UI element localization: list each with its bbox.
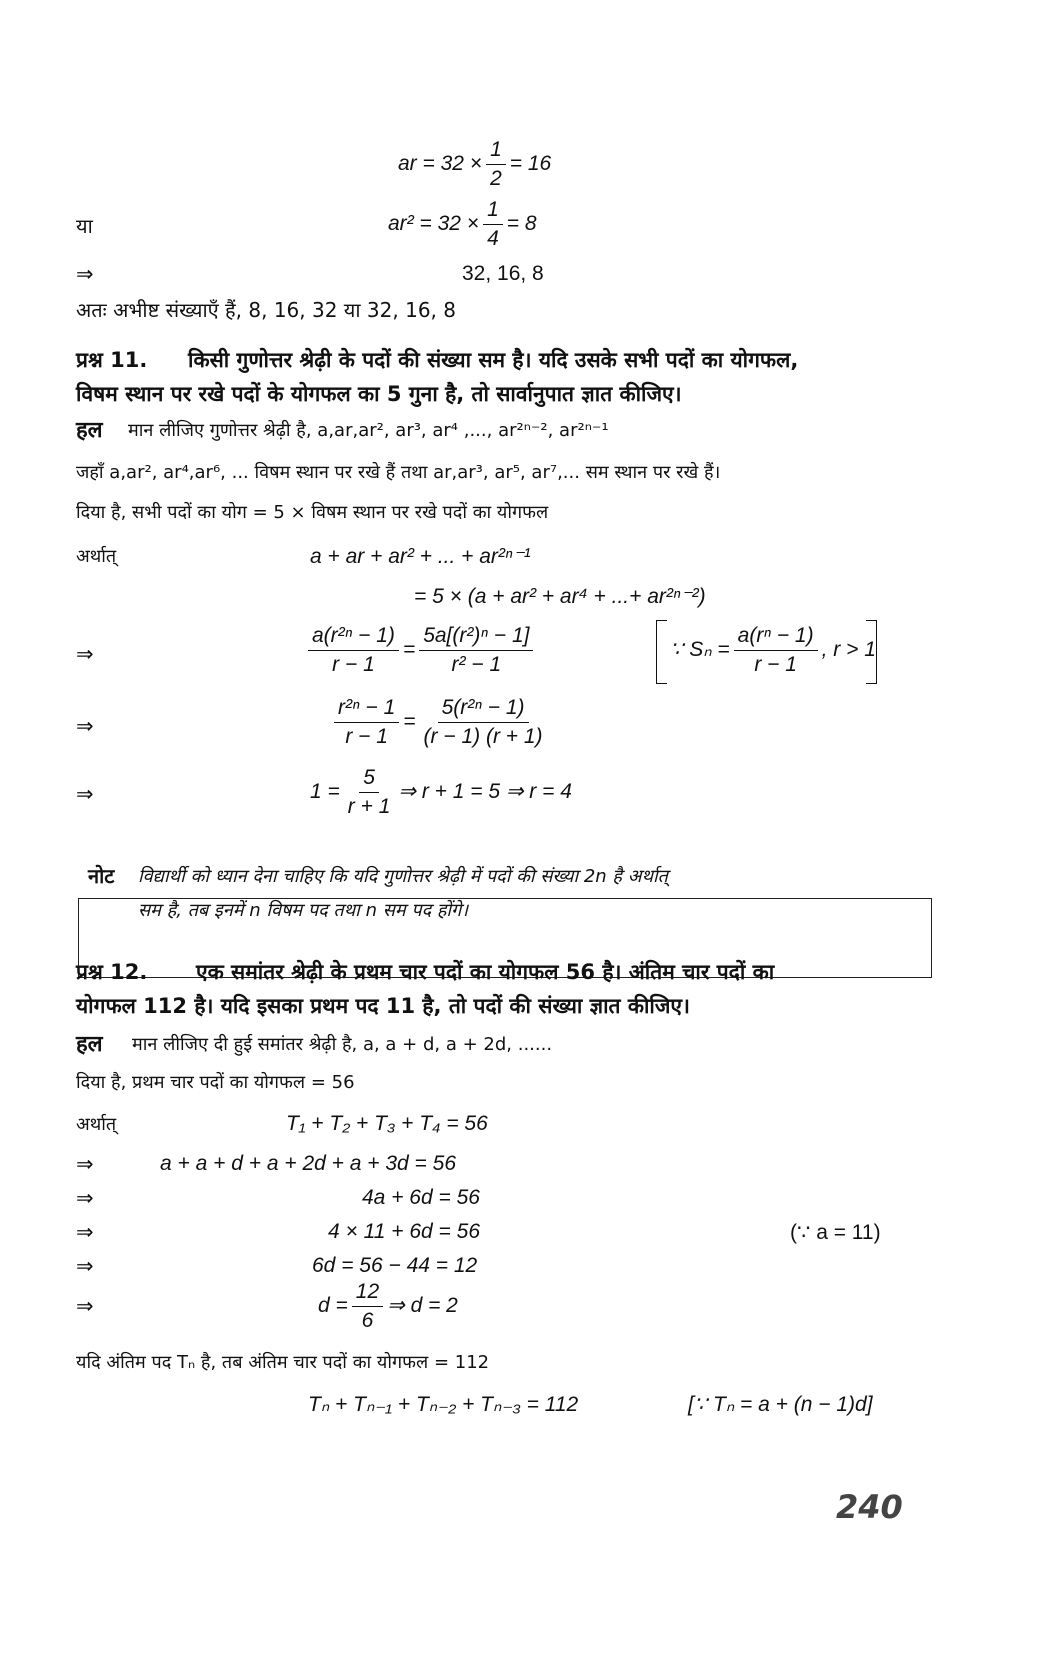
equation-ar — [398, 138, 551, 191]
left-bracket — [656, 620, 667, 684]
implies-arrow: ⇒ — [76, 1255, 94, 1278]
question-11-text-1: किसी गुणोत्तर श्रेढ़ी के पदों की संख्या सम है। यदि उसके सभी पदों का योगफल, — [188, 348, 799, 372]
eq-rhs: ⇒ r + 1 = 5 ⇒ r = 4 — [398, 780, 572, 804]
q12-equation-6 — [318, 1280, 458, 1333]
solution-11-line-2: जहाँ a,ar², ar⁴,ar⁶, ... विषम स्थान पर रखे हैं तथा ar,ar³, ar⁵, ar⁷,... सम स्थान पर रखे हैं। — [76, 462, 721, 483]
sum-formula-note — [670, 624, 876, 677]
fraction — [734, 624, 818, 677]
arthat-label: अर्थात् — [76, 1114, 117, 1135]
question-11-text-2: विषम स्थान पर रखे पदों के योगफल का 5 गुना है, तो सार्वानुपात ज्ञात कीजिए। — [76, 382, 682, 406]
q12-equation-7: Tₙ + Tₙ₋₁ + Tₙ₋₂ + Tₙ₋₃ = 112 — [308, 1393, 579, 1416]
q12-equation-1: T₁ + T₂ + T₃ + T₄ = 56 — [286, 1112, 488, 1135]
eq-lhs: 1 = — [310, 780, 340, 804]
eq-rhs: ⇒ d = 2 — [387, 1294, 458, 1318]
q11-equation-5 — [310, 766, 572, 819]
q12-equation-5: 6d = 56 − 44 = 12 — [312, 1254, 478, 1277]
sequence-result: 32, 16, 8 — [462, 262, 544, 285]
implies-arrow: ⇒ — [76, 643, 94, 666]
frac-den: 2 — [490, 167, 502, 191]
q12-equation-3: 4a + 6d = 56 — [362, 1186, 480, 1209]
q12-given-note: (∵ a = 11) — [790, 1221, 881, 1244]
frac-den: r − 1 — [332, 653, 375, 677]
q12-equation-2: a + a + d + a + 2d + a + 3d = 56 — [160, 1152, 456, 1175]
solution-11-line-3: दिया है, सभी पदों का योग = 5 × विषम स्थान पर रखे पदों का योगफल — [76, 502, 549, 523]
frac-num: 12 — [352, 1280, 383, 1307]
frac-num: 5(r²ⁿ − 1) — [438, 696, 529, 723]
fraction — [483, 198, 503, 251]
implies-arrow: ⇒ — [76, 783, 94, 806]
frac-den: r + 1 — [347, 795, 391, 819]
implies-arrow: ⇒ — [76, 1153, 94, 1176]
note-line-1: विद्यार्थी को ध्यान देना चाहिए कि यदि गुणोत्तर श्रेढ़ी में पदों की संख्या 2n है अर्थात् — [138, 866, 668, 887]
frac-num: 1 — [486, 138, 506, 165]
eq-lhs: ar² = 32 × — [388, 212, 480, 236]
eq-lhs: d = — [318, 1294, 348, 1318]
frac-num: 5 — [359, 766, 379, 793]
implies-arrow: ⇒ — [76, 263, 94, 286]
frac-den: 6 — [361, 1309, 374, 1333]
frac-num: 1 — [483, 198, 503, 225]
eq-rhs: = 8 — [506, 212, 537, 236]
q11-equation-1: a + ar + ar² + ... + ar²ⁿ⁻¹ — [310, 545, 531, 568]
implies-arrow: ⇒ — [76, 1187, 94, 1210]
frac-num: r²ⁿ − 1 — [334, 696, 399, 723]
fraction — [420, 696, 547, 749]
frac-num: 5a[(r²)ⁿ − 1] — [419, 624, 533, 651]
note-lhs: ∵ Sₙ = — [670, 638, 730, 662]
question-12-label: प्रश्न 12. — [76, 960, 148, 984]
equals-sign: = — [403, 710, 416, 734]
connector-ya: या — [76, 214, 93, 238]
page-number: 240 — [836, 1488, 903, 1526]
q11-equation-2: = 5 × (a + ar² + ar⁴ + ...+ ar²ⁿ⁻²) — [414, 585, 706, 608]
solution-12-line-1: मान लीजिए दी हुई समांतर श्रेढ़ी है, a, a + d, a + 2d, ...... — [132, 1034, 553, 1055]
implies-arrow: ⇒ — [76, 1295, 94, 1318]
equals-sign: = — [402, 638, 416, 662]
fraction — [308, 624, 399, 677]
solution-12-line-3: यदि अंतिम पद Tₙ है, तब अंतिम चार पदों का योगफल = 112 — [76, 1352, 490, 1373]
frac-num: a(r²ⁿ − 1) — [308, 624, 399, 651]
solution-12-line-2: दिया है, प्रथम चार पदों का योगफल = 56 — [76, 1072, 355, 1093]
frac-den: 4 — [487, 227, 499, 251]
note-label: नोट — [88, 864, 115, 888]
note-rhs: , r > 1 — [821, 638, 876, 662]
solution-label: हल — [76, 418, 103, 443]
solution-label: हल — [76, 1032, 103, 1057]
note-line-2: सम है, तब इनमें n विषम पद तथा n सम पद होंगे। — [138, 900, 469, 921]
q11-equation-4 — [330, 696, 551, 749]
fraction — [419, 624, 533, 677]
q11-equation-3 — [304, 624, 537, 677]
q12-formula-note: [∵ Tₙ = a + (n − 1)d] — [688, 1393, 873, 1416]
question-11-label: प्रश्न 11. — [76, 348, 148, 372]
fraction — [344, 766, 395, 819]
fraction — [486, 138, 506, 191]
solution-11-line-1: मान लीजिए गुणोत्तर श्रेढ़ी है, a,ar,ar², ar³, ar⁴ ,..., ar²ⁿ⁻², ar²ⁿ⁻¹ — [128, 420, 609, 441]
question-12-text-2: योगफल 112 है। यदि इसका प्रथम पद 11 है, तो पदों की संख्या ज्ञात कीजिए। — [76, 994, 690, 1018]
frac-den: r − 1 — [754, 653, 797, 677]
question-12-text-1: एक समांतर श्रेढ़ी के प्रथम चार पदों का योगफल 56 है। अंतिम चार पदों का — [196, 960, 775, 984]
implies-arrow: ⇒ — [76, 715, 94, 738]
equation-ar2 — [388, 198, 537, 251]
frac-num: a(rⁿ − 1) — [734, 624, 818, 651]
fraction — [352, 1280, 383, 1333]
implies-arrow: ⇒ — [76, 1221, 94, 1244]
eq-rhs: = 16 — [509, 152, 552, 176]
arthat-label: अर्थात् — [76, 546, 117, 567]
conclusion-text: अतः अभीष्ट संख्याएँ हैं, 8, 16, 32 या 32, 16, 8 — [76, 298, 456, 322]
fraction — [334, 696, 399, 749]
frac-den: r² − 1 — [451, 653, 502, 677]
eq-lhs: ar = 32 × — [398, 152, 483, 176]
frac-den: r − 1 — [345, 725, 388, 749]
q12-equation-4: 4 × 11 + 6d = 56 — [328, 1220, 480, 1243]
frac-den: (r − 1) (r + 1) — [423, 725, 543, 749]
